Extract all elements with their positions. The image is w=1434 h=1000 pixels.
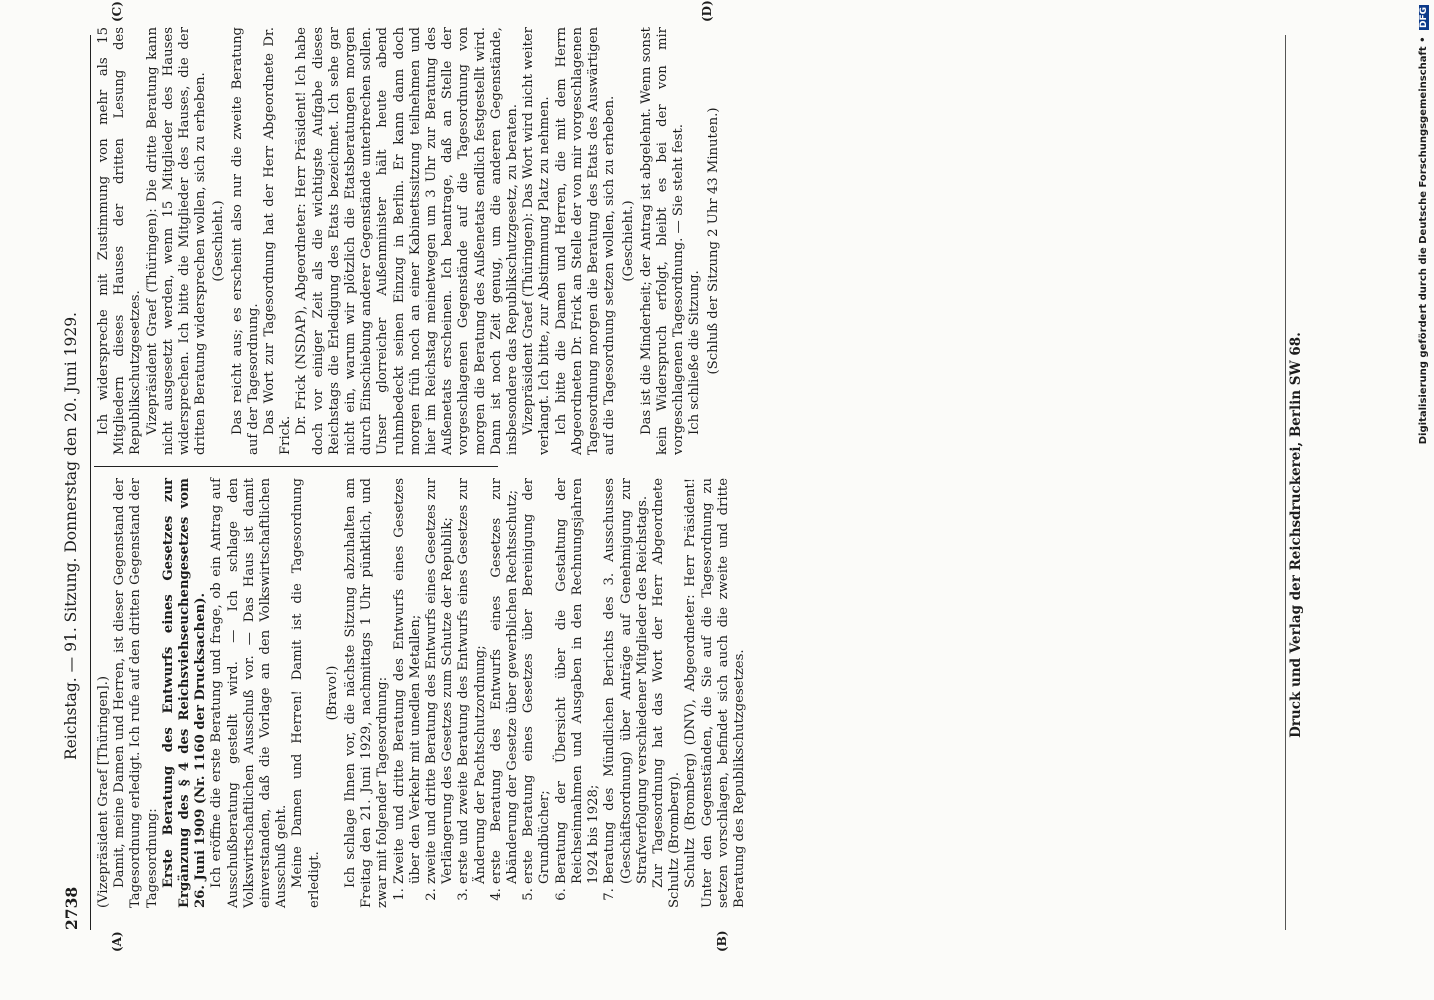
paragraph: Vizepräsident Graef (Thüringen): Die dritte Beratung kann nicht ausgesetzt werden, wenn 15 Mitglieder des Hauses widersprechen. Ich bitte die Mitglieder des Hauses, die der dritten Beratung widersprechen wollen, sich zu erheben. bbox=[144, 27, 209, 455]
agenda-list-item: 4. erste Beratung des Entwurfs eines Gesetzes zur Abänderung der Gesetze über gewerblichen Rechtsschutz; bbox=[489, 478, 521, 884]
interjection: (Geschieht.) bbox=[620, 200, 636, 282]
bottom-rule bbox=[1285, 35, 1286, 930]
column-divider bbox=[94, 466, 498, 467]
agenda-list-item: 6. Beratung der Übersicht über die Gestaltung der Reichseinnahmen und Ausgaben in den Rechnungsjahren 1924 bis 1928; bbox=[554, 478, 603, 884]
margin-marker-d: (D) bbox=[700, 0, 714, 22]
margin-marker-b: (B) bbox=[715, 930, 729, 952]
paragraph: Ich widerspreche mit Zustimmung von mehr als 15 Mitgliedern dieses Hauses der dritten Lesung des Republikschutzgesetzes. bbox=[96, 27, 144, 455]
paragraph: Das reicht aus; es erscheint also nur die zweite Beratung auf der Tagesordnung. bbox=[229, 27, 261, 455]
left-column bbox=[96, 478, 748, 908]
margin-marker-a: (A) bbox=[110, 931, 124, 952]
margin-marker-c: (C) bbox=[110, 1, 124, 22]
agenda-list-item: 2. zweite und dritte Beratung des Entwurfs eines Gesetzes zur Verlängerung des Gesetzes zum Schutze der Republik; bbox=[424, 478, 456, 884]
page-number: 2738 bbox=[62, 886, 81, 930]
dfg-logo: DFG bbox=[1419, 7, 1429, 29]
agenda-list-item: 1. Zweite und dritte Beratung des Entwurfs eines Gesetzes über den Verkehr mit unedlen Metallen; bbox=[392, 478, 424, 884]
paragraph: Das ist die Minderheit; der Antrag ist abgelehnt. Wenn sonst kein Widerspruch erfolgt, bleibt es bei der von mir vorgeschlagenen Tagesordnung. — Sie steht fest. bbox=[638, 27, 687, 455]
paragraph: Das Wort zur Tagesordnung hat der Herr Abgeordnete Dr. Frick. bbox=[262, 27, 294, 455]
paragraph: Meine Damen und Herren! Damit ist die Tagesordnung erledigt. bbox=[290, 478, 322, 908]
agenda-list-item: 5. erste Beratung eines Gesetzes über Bereinigung der Grundbücher; bbox=[521, 478, 553, 884]
imprint: Druck und Verlag der Reichsdruckerei, Berlin SW 68. bbox=[1288, 332, 1304, 738]
running-title: Reichstag. — 91. Sitzung. Donnerstag den 20. Juni 1929. bbox=[62, 312, 80, 760]
agenda-list-item: 7. Beratung des Mündlichen Berichts des 3. Ausschusses (Geschäftsordnung) über Anträge auf Genehmigung zur Strafverfolgung verschiedener Mitglieder des Reichstags. bbox=[602, 478, 651, 884]
digitization-note bbox=[1418, 5, 1429, 995]
agenda-list bbox=[392, 478, 651, 908]
paragraph: Ich eröffne die erste Beratung und frage, ob ein Antrag auf Ausschußberatung gestellt wird. — Ich schlage den Volkswirtschaftlichen Ausschuß vor. — Das Haus ist damit einverstanden, daß die Vorlage an den Volkswirtschaftlichen Ausschuß geht. bbox=[209, 478, 290, 908]
agenda-item-heading: Erste Beratung des Entwurfs eines Gesetzes zur Ergänzung des § 4 des Reichsviehseuchengesetzes vom 26. Juni 1909 (Nr. 1160 der Drucksachen). bbox=[160, 478, 209, 908]
agenda-list-item: 3. erste und zweite Beratung des Entwurfs eines Gesetzes zur Änderung der Pachtschutzordnung; bbox=[456, 478, 488, 884]
digitization-text: Digitalisierung gefördert durch die Deutsche Forschungsgemeinschaft • bbox=[1418, 36, 1429, 445]
page-header bbox=[62, 20, 88, 930]
paragraph: Ich schließe die Sitzung. bbox=[687, 270, 703, 435]
paragraph: Dr. Frick (NSDAP), Abgeordneter: Herr Präsident! Ich habe doch vor einiger Zeit als die wichtigste Aufgabe dieses Reichstags die Erledigung des Etats bezeichnet. Ich sehe gar nicht ein, warum wir plötzlich die Etatsberatungen morgen durch Einschiebung anderer Gegenstände unterbrechen sollen. Unser glorreicher Außenminister hält heute abend ruhmbedeckt seinen Einzug in Berlin. Er kann dann doch morgen früh noch an einer Kabinettssitzung teilnehmen und hier im Reichstag meinetwegen um 3 Uhr zur Beratung des Außenetats erscheinen. Ich beantrage, daß an Stelle der vorgeschlagenen Gegenstände auf die Tagesordnung von morgen die Beratung des Außenetats endlich festgestellt wird. Dann ist noch Zeit genug, um die anderen Gegenstände, insbesondere das Republikschutzgesetz, zu beraten. bbox=[294, 27, 521, 455]
session-end-note: (Schluß der Sitzung 2 Uhr 43 Minuten.) bbox=[705, 107, 721, 375]
paragraph: Damit, meine Damen und Herren, ist dieser Gegenstand der Tagesordnung erledigt. Ich rufe auf den dritten Gegenstand der Tagesordnung: bbox=[112, 478, 160, 908]
paragraph: Ich schlage Ihnen vor, die nächste Sitzung abzuhalten am Freitag den 21. Juni 1929, nachmittags 1 Uhr pünktlich, und zwar mit folgender Tagesordnung: bbox=[343, 478, 391, 908]
interjection: (Geschieht.) bbox=[211, 200, 227, 282]
interjection: (Bravo!) bbox=[324, 665, 340, 721]
header-rule bbox=[90, 35, 91, 930]
speaker-head: (Vizepräsident Graef [Thüringen].) bbox=[96, 676, 111, 908]
paragraph: Zur Tagesordnung hat das Wort der Herr Abgeordnete Schultz (Bromberg). bbox=[650, 478, 683, 908]
right-column bbox=[96, 27, 724, 455]
paragraph: Vizepräsident Graef (Thüringen): Das Wort wird nicht weiter verlangt. Ich bitte, zur Abstimmung Platz zu nehmen. bbox=[521, 27, 553, 455]
paragraph: Ich bitte die Damen und Herren, die mit dem Herrn Abgeordneten Dr. Frick an Stelle der von mir vorgeschlagenen Tagesordnung morgen die Beratung des Etats des Auswärtigen auf die Tagesordnung setzen wollen, sich zu erheben. bbox=[553, 27, 618, 455]
paragraph: Schultz (Bromberg) (DNV), Abgeordneter: Herr Präsident! Unter den Gegenständen, die Sie auf die Tagesordnung zu setzen vorschlagen, befindet sich auch die zweite und dritte Beratung des Republikschutzgesetzes. bbox=[683, 478, 747, 908]
